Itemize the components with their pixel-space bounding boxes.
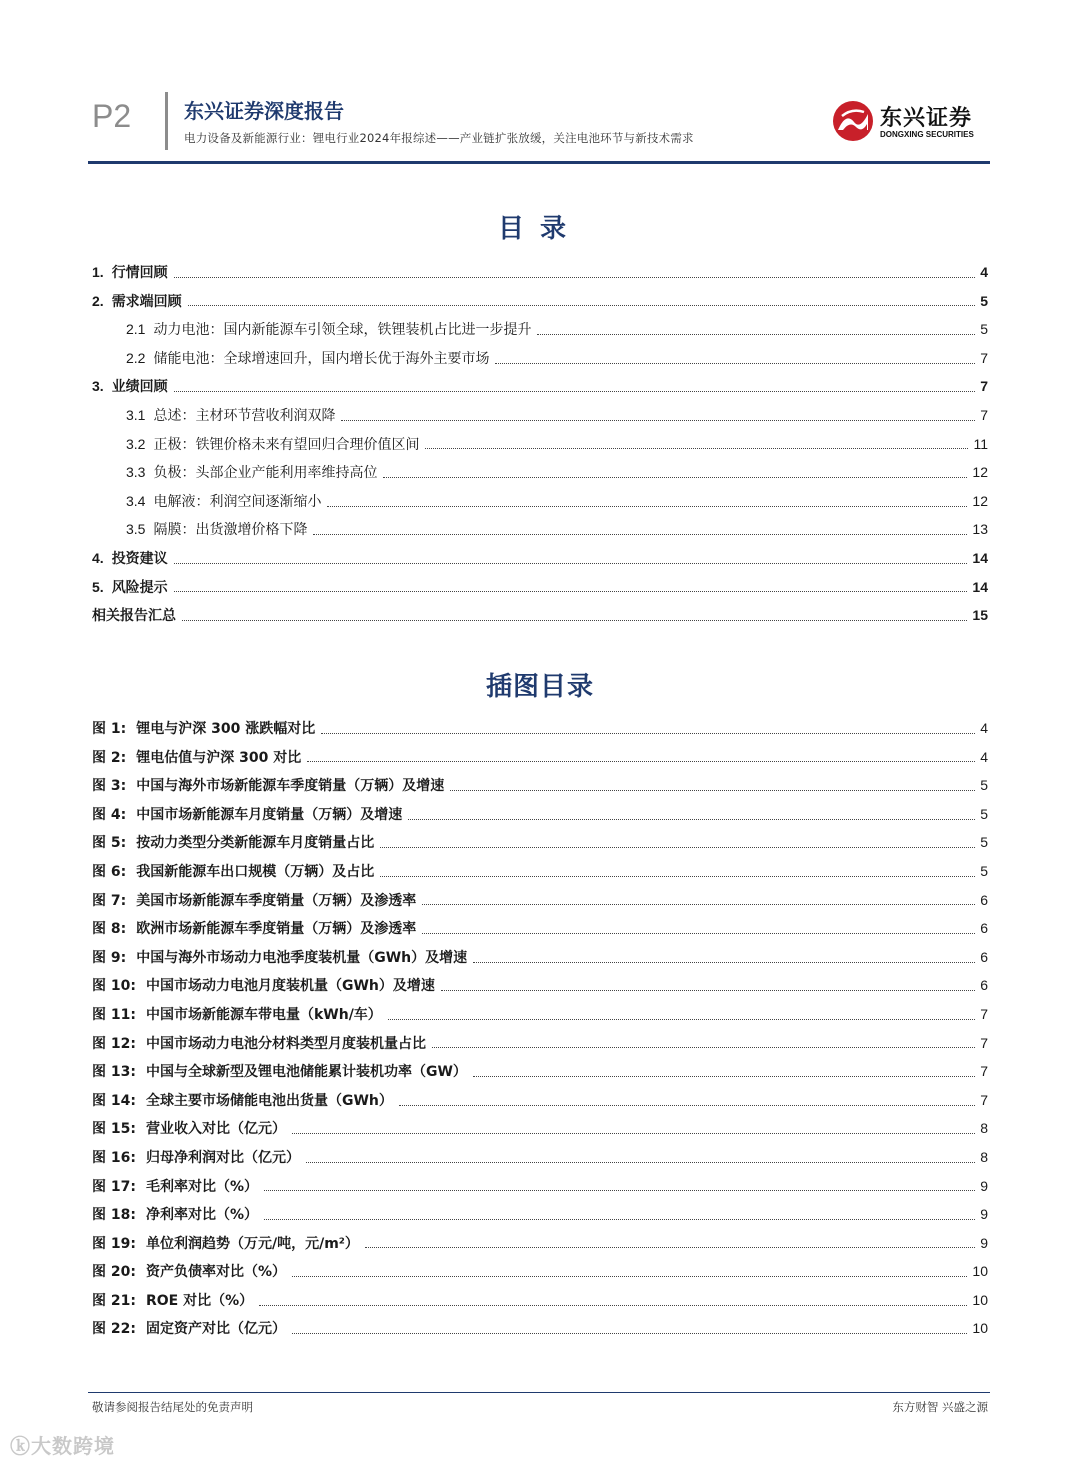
figure-entry[interactable] [92,828,988,857]
dot-leader [306,1162,975,1163]
toc-entry-label [126,344,493,374]
figure-entry-number: 图 17: [92,1178,136,1195]
figure-entry-page: 7 [980,1034,988,1051]
toc-entry[interactable] [92,573,988,602]
company-logo [832,100,992,144]
figure-entry-label [92,715,319,744]
figure-entry[interactable] [92,800,988,829]
dot-leader [537,334,975,335]
watermark-text: 大数跨境 [31,1434,115,1458]
dot-leader [292,1333,967,1334]
toc-entry-label [126,458,381,488]
figure-entry-text: 营业收入对比（亿元） [145,1121,286,1138]
dot-leader [174,391,976,392]
figure-entry[interactable] [92,1200,988,1229]
figure-entry-number: 图 16: [92,1149,136,1166]
footer-disclaimer: 敬请参阅报告结尾处的免责声明 [92,1400,253,1414]
figure-entry-page: 5 [980,777,988,794]
figure-entry-number: 图 11: [92,1006,136,1023]
toc-entry[interactable] [92,430,988,459]
dot-leader [292,1133,975,1134]
dot-leader [327,506,967,507]
toc-entry-text: 储能电池：全球增速回升，国内增长优于海外主要市场 [153,350,490,367]
figure-entry-page: 10 [972,1263,988,1280]
figure-entry-page: 7 [980,1091,988,1108]
figure-entry-text: 中国与海外市场动力电池季度装机量（GWh）及增速 [136,949,468,966]
footer-rule [88,1392,990,1393]
toc-entry[interactable] [92,401,988,430]
figure-entry-page: 8 [980,1148,988,1165]
toc-entry-text: 需求端回顾 [111,293,182,310]
toc-entry-label [92,544,172,574]
figure-entry-label [92,944,471,973]
figure-list-title: 插图目录 [485,672,594,702]
toc-entry-page: 14 [972,549,988,566]
toc-entry-label [92,287,186,317]
toc-title: 目录 [497,214,582,244]
toc-entry-page: 5 [980,321,988,338]
toc-entry-text: 动力电池：国内新能源车引领全球，铁锂装机占比进一步提升 [153,322,532,339]
figure-entry-page: 9 [980,1177,988,1194]
header-divider [165,92,168,150]
figure-entry-text: 资产负债率对比（%） [145,1264,286,1281]
figure-entry[interactable] [92,1314,988,1343]
figure-entry[interactable] [92,1143,988,1172]
figure-entry-label [92,1087,397,1116]
figure-entry-text: 归母净利润对比（亿元） [145,1149,300,1166]
figure-entry-number: 图 15: [92,1121,136,1138]
toc-entry-label [126,401,339,431]
figure-entry-number: 图 1: [92,721,127,737]
figure-entry-text: ROE 对比（%） [145,1292,254,1309]
toc-entry-label [126,315,535,345]
figure-entry-number: 图 2: [92,749,127,766]
figure-entry-text: 欧洲市场新能源车季度销量（万辆）及渗透率 [136,921,417,938]
toc-entry-text: 相关报告汇总 [92,608,176,625]
figure-entry[interactable] [92,1172,988,1201]
figure-entry-text: 我国新能源车出口规模（万辆）及占比 [136,863,375,880]
figure-entry-page: 10 [972,1291,988,1308]
figure-entry[interactable] [92,1086,988,1115]
dot-leader [174,591,968,592]
figure-entry-page: 6 [980,920,988,937]
figure-entry-text: 锂电与沪深 300 涨跌幅对比 [136,721,316,737]
toc-entry-text: 总述：主材环节营收利润双降 [153,407,336,424]
dot-leader [321,733,975,734]
toc-entry-page: 12 [972,492,988,509]
figure-entry-label [92,1058,471,1087]
figure-entry-page: 8 [980,1120,988,1137]
figure-entry-number: 图 22: [92,1321,136,1338]
figure-entry-number: 图 14: [92,1092,136,1109]
toc-entry[interactable] [92,315,988,344]
figure-entry-page: 4 [980,748,988,765]
toc-entry-text: 隔膜：出货激增价格下降 [153,522,308,539]
figure-entry-page: 10 [972,1320,988,1337]
figure-entry-page: 6 [980,977,988,994]
toc-entry-label [126,515,311,545]
figure-entry[interactable] [92,743,988,772]
toc-entry-number: 2.2 [126,349,146,366]
figure-entry[interactable] [92,1286,988,1315]
dot-leader [425,448,968,449]
toc-entry[interactable] [92,601,988,630]
toc-entry[interactable] [92,372,988,401]
figure-entry-text: 中国与全球新型及锂电池储能累计装机功率（GW） [145,1064,467,1081]
figure-entry[interactable] [92,1257,988,1286]
figure-entry[interactable] [92,914,988,943]
figure-entry-page: 5 [980,805,988,822]
toc-entry-text: 业绩回顾 [111,379,168,396]
toc-entry-label [92,573,172,603]
dot-leader [259,1305,967,1306]
figure-entry-number: 图 5: [92,835,127,852]
dot-leader [450,790,975,791]
figure-entry[interactable] [92,1029,988,1058]
figure-entry-text: 锂电估值与沪深 300 对比 [136,749,302,766]
figure-entry-number: 图 3: [92,778,127,795]
figure-entry-label [92,1201,262,1230]
figure-entry-label [92,972,439,1001]
figure-entry[interactable] [92,714,988,743]
figure-entry[interactable] [92,943,988,972]
figure-entry-label [92,887,420,916]
figure-entry-label [92,1144,304,1173]
figure-entry-label [92,1287,257,1316]
dot-leader [422,933,975,934]
dot-leader [388,1019,975,1020]
dot-leader [380,847,975,848]
figure-entry-label [92,1258,290,1287]
toc-entry[interactable] [92,544,988,573]
report-subtitle: 电力设备及新能源行业：锂电行业2024年报综述——产业链扩张放缓，关注电池环节与新技术需求 [184,131,694,145]
toc-entry-number: 3. [92,378,104,395]
figure-entry-number: 图 19: [92,1235,136,1252]
figure-entry-text: 中国与海外市场新能源车季度销量（万辆）及增速 [136,778,445,795]
dot-leader [399,1105,975,1106]
toc-entry-number: 3.5 [126,521,146,538]
toc-entry-label [126,487,325,517]
figure-entry-label [92,1315,290,1344]
figure-entry-label [92,858,378,887]
watermark: ⓚ大数跨境 [10,1434,115,1458]
dot-leader [422,904,975,905]
figure-entry-page: 9 [980,1206,988,1223]
toc-entry-number: 5. [92,578,104,595]
page-header [0,0,1080,170]
dot-leader [174,563,968,564]
figure-entry-text: 固定资产对比（亿元） [145,1321,286,1338]
toc-entry-page: 13 [972,521,988,538]
toc-entry-text: 行情回顾 [111,265,168,281]
figure-entry-number: 图 6: [92,863,127,880]
toc-entry[interactable] [92,258,988,287]
figure-entry-label [92,801,406,830]
toc-entry-text: 投资建议 [111,550,168,567]
figure-entry[interactable] [92,771,988,800]
figure-entry-text: 中国市场新能源车带电量（kWh/车） [145,1006,382,1023]
figure-entry-page: 5 [980,862,988,879]
toc-entry-number: 3.1 [126,406,146,423]
dot-leader [264,1219,975,1220]
figure-entry-number: 图 13: [92,1064,136,1081]
figure-entry-text: 净利率对比（%） [145,1207,258,1224]
figure-entry-label [92,744,305,773]
toc-entry-page: 15 [972,607,988,624]
dot-leader [174,277,976,278]
figure-entry-number: 图 18: [92,1207,136,1224]
toc-entry-label [92,602,180,631]
figure-entry-text: 中国市场动力电池分材料类型月度装机量占比 [145,1035,426,1052]
footer-slogan: 东方财智 兴盛之源 [892,1400,988,1414]
toc-entry-number: 3.4 [126,492,146,509]
dot-leader [292,1276,967,1277]
toc-entry-number: 3.2 [126,435,146,452]
figure-entry-number: 图 10: [92,978,136,995]
figure-entry-number: 图 7: [92,892,127,909]
figure-entry-page: 7 [980,1005,988,1022]
figure-entry-label [92,1030,430,1059]
page-number: P2 [92,98,132,134]
figure-entry-number: 图 21: [92,1292,136,1309]
dot-leader [341,420,975,421]
toc-entry-page: 12 [972,464,988,481]
toc-entry[interactable] [92,458,988,487]
figure-entry-page: 4 [980,720,988,736]
toc-entry[interactable] [92,287,988,316]
dot-leader [495,363,975,364]
figure-entry-label [92,1230,363,1259]
figure-entry-number: 图 4: [92,806,127,823]
figure-entry-label [92,1115,290,1144]
figure-entry[interactable] [92,1229,988,1258]
dot-leader [182,620,967,621]
toc-entry-text: 电解液：利润空间逐渐缩小 [153,493,322,510]
toc-entry-page: 14 [972,578,988,595]
figure-entry-number: 图 9: [92,949,127,966]
dot-leader [380,876,975,877]
toc-entry-text: 正极：铁锂价格未来有望回归合理价值区间 [153,436,420,453]
toc-entry-page: 11 [973,435,988,452]
toc-entry-number: 1. [92,264,104,280]
toc-entry-number: 3.3 [126,464,146,481]
dot-leader [408,819,975,820]
toc-entry[interactable] [92,515,988,544]
toc-entry-label [92,372,172,402]
dot-leader [441,990,975,991]
figure-list [92,714,988,1343]
dot-leader [473,962,975,963]
figure-entry[interactable] [92,1000,988,1029]
dot-leader [307,761,975,762]
toc-entry[interactable] [92,344,988,373]
toc-entry-number: 2.1 [126,321,146,338]
toc-entry-text: 风险提示 [111,579,168,596]
figure-entry-page: 9 [980,1234,988,1251]
figure-entry-label [92,1173,262,1202]
toc-entry-text: 负极：头部企业产能利用率维持高位 [153,465,378,482]
toc-entry-number: 2. [92,292,104,309]
dot-leader [432,1047,975,1048]
logo-chinese-name: 东兴证券 [880,106,973,131]
figure-entry-page: 5 [980,834,988,851]
dot-leader [365,1247,975,1248]
toc-entry[interactable] [92,487,988,516]
figure-entry-text: 单位利润趋势（万元/吨，元/m²） [145,1235,359,1252]
figure-entry-label [92,772,448,801]
figure-entry[interactable] [92,1057,988,1086]
figure-entry-label [92,915,420,944]
dot-leader [264,1190,975,1191]
figure-entry-text: 毛利率对比（%） [145,1178,258,1195]
toc-entry-label [92,258,172,288]
figure-entry-number: 图 20: [92,1264,136,1281]
logo-english-name: DONGXING SECURITIES [880,130,974,139]
dot-leader [383,477,967,478]
figure-entry-number: 图 12: [92,1035,136,1052]
figure-entry-page: 6 [980,891,988,908]
toc-entry-page: 7 [980,406,988,423]
figure-entry-text: 全球主要市场储能电池出货量（GWh） [145,1092,393,1109]
toc-entry-number: 4. [92,549,104,566]
figure-entry-label [92,1001,386,1030]
toc-list [92,258,988,630]
figure-entry-text: 美国市场新能源车季度销量（万辆）及渗透率 [136,892,417,909]
toc-entry-label [126,430,423,460]
figure-entry[interactable] [92,886,988,915]
figure-entry-number: 图 8: [92,921,127,938]
dot-leader [473,1076,975,1077]
dot-leader [313,534,967,535]
figure-entry-page: 6 [980,948,988,965]
dot-leader [188,305,976,306]
figure-entry[interactable] [92,857,988,886]
figure-entry-text: 按动力类型分类新能源车月度销量占比 [136,835,375,852]
report-title: 东兴证券深度报告 [184,99,344,123]
figure-entry-text: 中国市场新能源车月度销量（万辆）及增速 [136,806,403,823]
figure-entry-text: 中国市场动力电池月度装机量（GWh）及增速 [145,978,435,995]
header-rule [88,161,990,164]
toc-entry-page: 5 [980,292,988,309]
figure-entry-label [92,829,378,858]
figure-entry[interactable] [92,971,988,1000]
toc-entry-page: 4 [980,264,988,280]
toc-entry-page: 7 [980,378,988,395]
figure-entry-page: 7 [980,1063,988,1080]
toc-entry-page: 7 [980,349,988,366]
figure-entry[interactable] [92,1114,988,1143]
dongxing-logo-icon [832,100,874,142]
